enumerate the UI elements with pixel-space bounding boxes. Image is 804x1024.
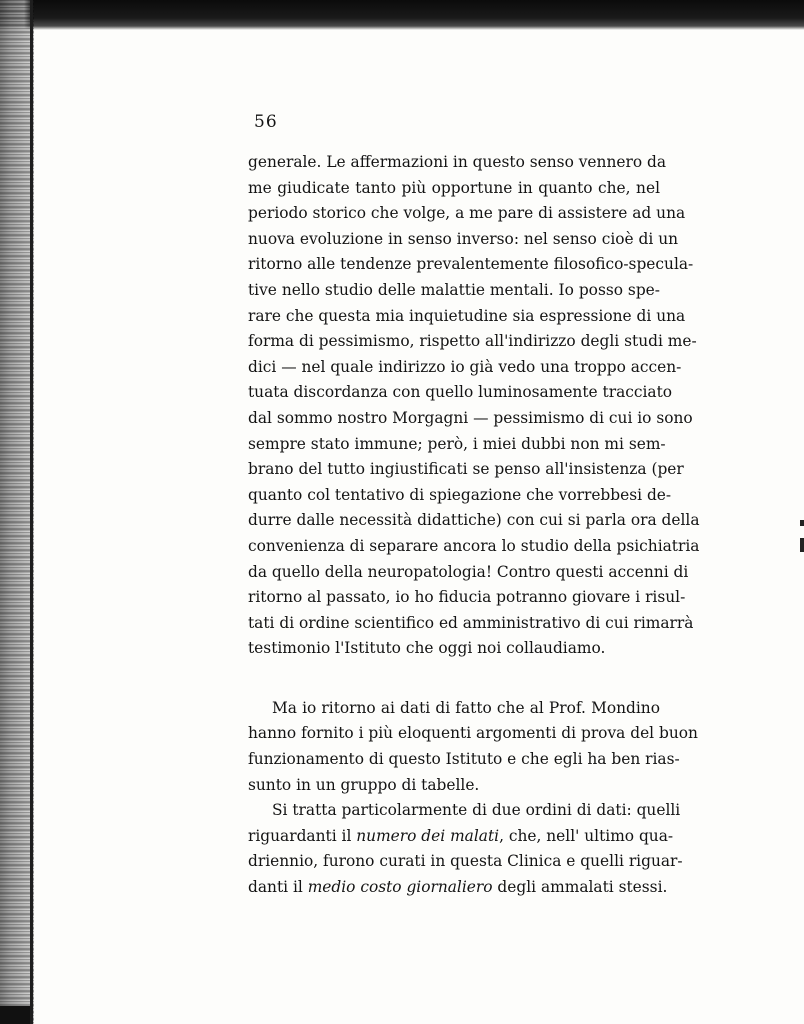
- text-run: riguardanti il: [248, 826, 357, 845]
- text-run: danti il: [248, 878, 308, 897]
- text-line: ritorno alle tendenze prevalentemente filosofico-specula-: [248, 255, 694, 274]
- text-line: sunto in un gruppo di tabelle.: [248, 775, 480, 794]
- italic-term: numero dei malati: [356, 826, 500, 845]
- text-line: [248, 798, 681, 824]
- paragraph-1: [248, 150, 700, 662]
- scan-top-border: [0, 0, 804, 30]
- italic-term: medio costo giornaliero: [307, 878, 493, 897]
- text-line: [248, 875, 668, 901]
- text-line: me giudicate tanto più opportune in quanto che, nel: [248, 178, 660, 197]
- text-line: [248, 849, 683, 875]
- paragraph-2: [248, 696, 698, 798]
- scan-edge-speck: [800, 538, 804, 552]
- text-line: dici — nel quale indirizzo io già vedo una troppo accen-: [248, 357, 682, 376]
- paragraph-gap: [248, 662, 660, 696]
- text-line: hanno fornito i più eloquenti argomenti di prova del buon: [248, 724, 698, 743]
- paragraph-3: [248, 798, 683, 900]
- text-line: forma di pessimismo, rispetto all'indirizzo degli studi me-: [248, 332, 697, 351]
- text-line: convenienza di separare ancora lo studio della psichiatria: [248, 536, 700, 555]
- text-line: ritorno al passato, io ho fiducia potranno giovare i risul-: [248, 588, 686, 607]
- text-line: dal sommo nostro Morgagni — pessimismo di cui io sono: [248, 408, 693, 427]
- text-line: testimonio l'Istituto che oggi noi collaudiamo.: [248, 639, 606, 658]
- text-line: durre dalle necessità didattiche) con cui si parla ora della: [248, 511, 700, 530]
- text-line: tive nello studio delle malattie mentali. Io posso spe-: [248, 280, 660, 299]
- text-line: funzionamento di questo Istituto e che egli ha ben rias-: [248, 750, 680, 769]
- text-run: , che, nell' ultimo qua-: [499, 826, 674, 845]
- page-body: [248, 150, 700, 901]
- text-line: nuova evoluzione in senso inverso: nel senso cioè di un: [248, 229, 679, 248]
- scan-edge-speck: [800, 520, 804, 526]
- text-line: tati di ordine scientifico ed amministrativo di cui rimarrà: [248, 613, 694, 632]
- text-run: degli ammalati stessi.: [492, 878, 668, 897]
- page-number: 56: [254, 112, 278, 132]
- text-line: Ma io ritorno ai dati di fatto che al Prof. Mondino: [272, 698, 660, 717]
- text-line: periodo storico che volge, a me pare di assistere ad una: [248, 204, 686, 223]
- text-line: quanto col tentativo di spiegazione che vorrebbesi de-: [248, 485, 672, 504]
- scan-binding-edge: [0, 0, 34, 1024]
- scan-corner-mark: [0, 1006, 30, 1024]
- text-line: tuata discordanza con quello luminosamente tracciato: [248, 383, 673, 402]
- text-line: sempre stato immune; però, i miei dubbi non mi sem-: [248, 434, 666, 453]
- text-run: Si tratta particolarmente di due ordini di dati: quelli: [272, 801, 681, 820]
- text-run: driennio, furono curati in questa Clinica e quelli riguar-: [248, 852, 683, 871]
- text-line: [248, 824, 674, 850]
- text-line: da quello della neuropatologia! Contro questi accenni di: [248, 562, 689, 581]
- scan-binding-line: [30, 0, 33, 1024]
- text-line: rare che questa mia inquietudine sia espressione di una: [248, 306, 686, 325]
- text-line: generale. Le affermazioni in questo senso vennero da: [248, 153, 667, 171]
- text-line: brano del tutto ingiustificati se penso all'insistenza (per: [248, 460, 684, 479]
